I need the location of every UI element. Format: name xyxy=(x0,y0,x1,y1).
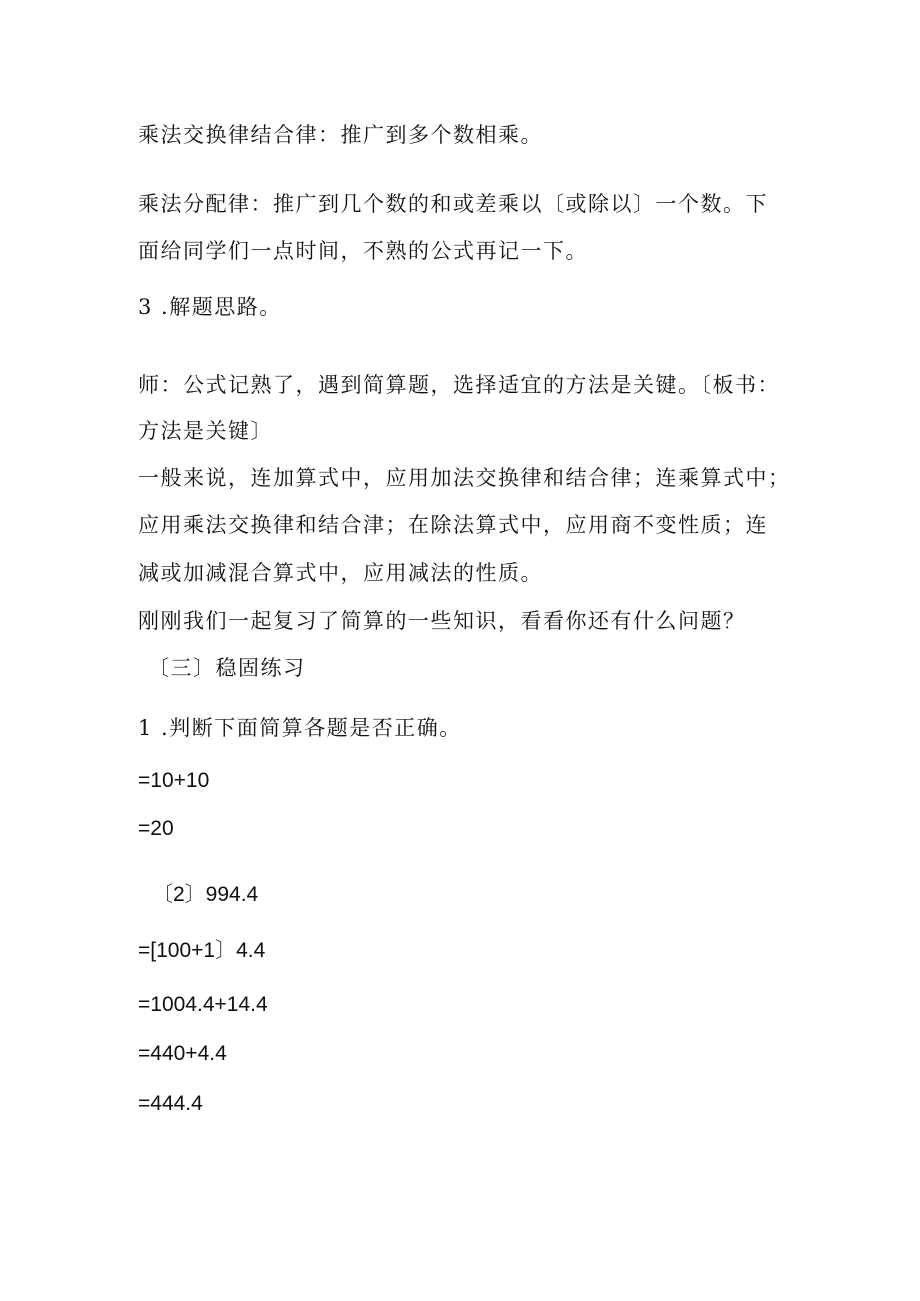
equation-line: =10+10 xyxy=(138,769,210,792)
paragraph-mult-commutative-associative: 乘法交换律结合律：推广到多个数相乘。 xyxy=(138,123,543,147)
paragraph-mult-distributive-line-2: 面给同学们一点时间，不熟的公式再记一下。 xyxy=(138,239,588,263)
paragraph-general-line-1: 一般来说，连加算式中，应用加法交换律和结合律；连乘算式中； xyxy=(138,466,791,490)
paragraph-general-line-3: 减或加减混合算式中，应用减法的性质。 xyxy=(138,561,543,585)
equation-line: =[100+1〕4.4 xyxy=(138,939,266,962)
equation-line: =444.4 xyxy=(138,1092,203,1115)
paragraph-teacher-line-2: 方法是关键〕 xyxy=(138,419,273,443)
equation-line: =1004.4+14.4 xyxy=(138,993,268,1016)
equation-line: =20 xyxy=(138,817,174,840)
paragraph-review-question: 刚刚我们一起复习了简算的一些知识，看看你还有什么问题？ xyxy=(138,609,746,633)
problem-2-expression: 〔2〕994.4 xyxy=(152,883,259,906)
section-heading-problem-solving: 3 .解题思路。 xyxy=(138,295,282,319)
section-heading-consolidation-practice: 〔三〕稳固练习 xyxy=(148,656,306,680)
paragraph-mult-distributive-line-1: 乘法分配律：推广到几个数的和或差乘以〔或除以〕一个数。下 xyxy=(138,192,768,216)
paragraph-teacher-line-1: 师：公式记熟了，遇到简算题，选择适宜的方法是关键。〔板书： xyxy=(138,373,780,397)
equation-line: =440+4.4 xyxy=(138,1042,227,1065)
paragraph-general-line-2: 应用乘法交换律和结合津；在除法算式中，应用商不变性质；连 xyxy=(138,513,768,537)
exercise-heading-1: 1 .判断下面简算各题是否正确。 xyxy=(138,716,462,740)
